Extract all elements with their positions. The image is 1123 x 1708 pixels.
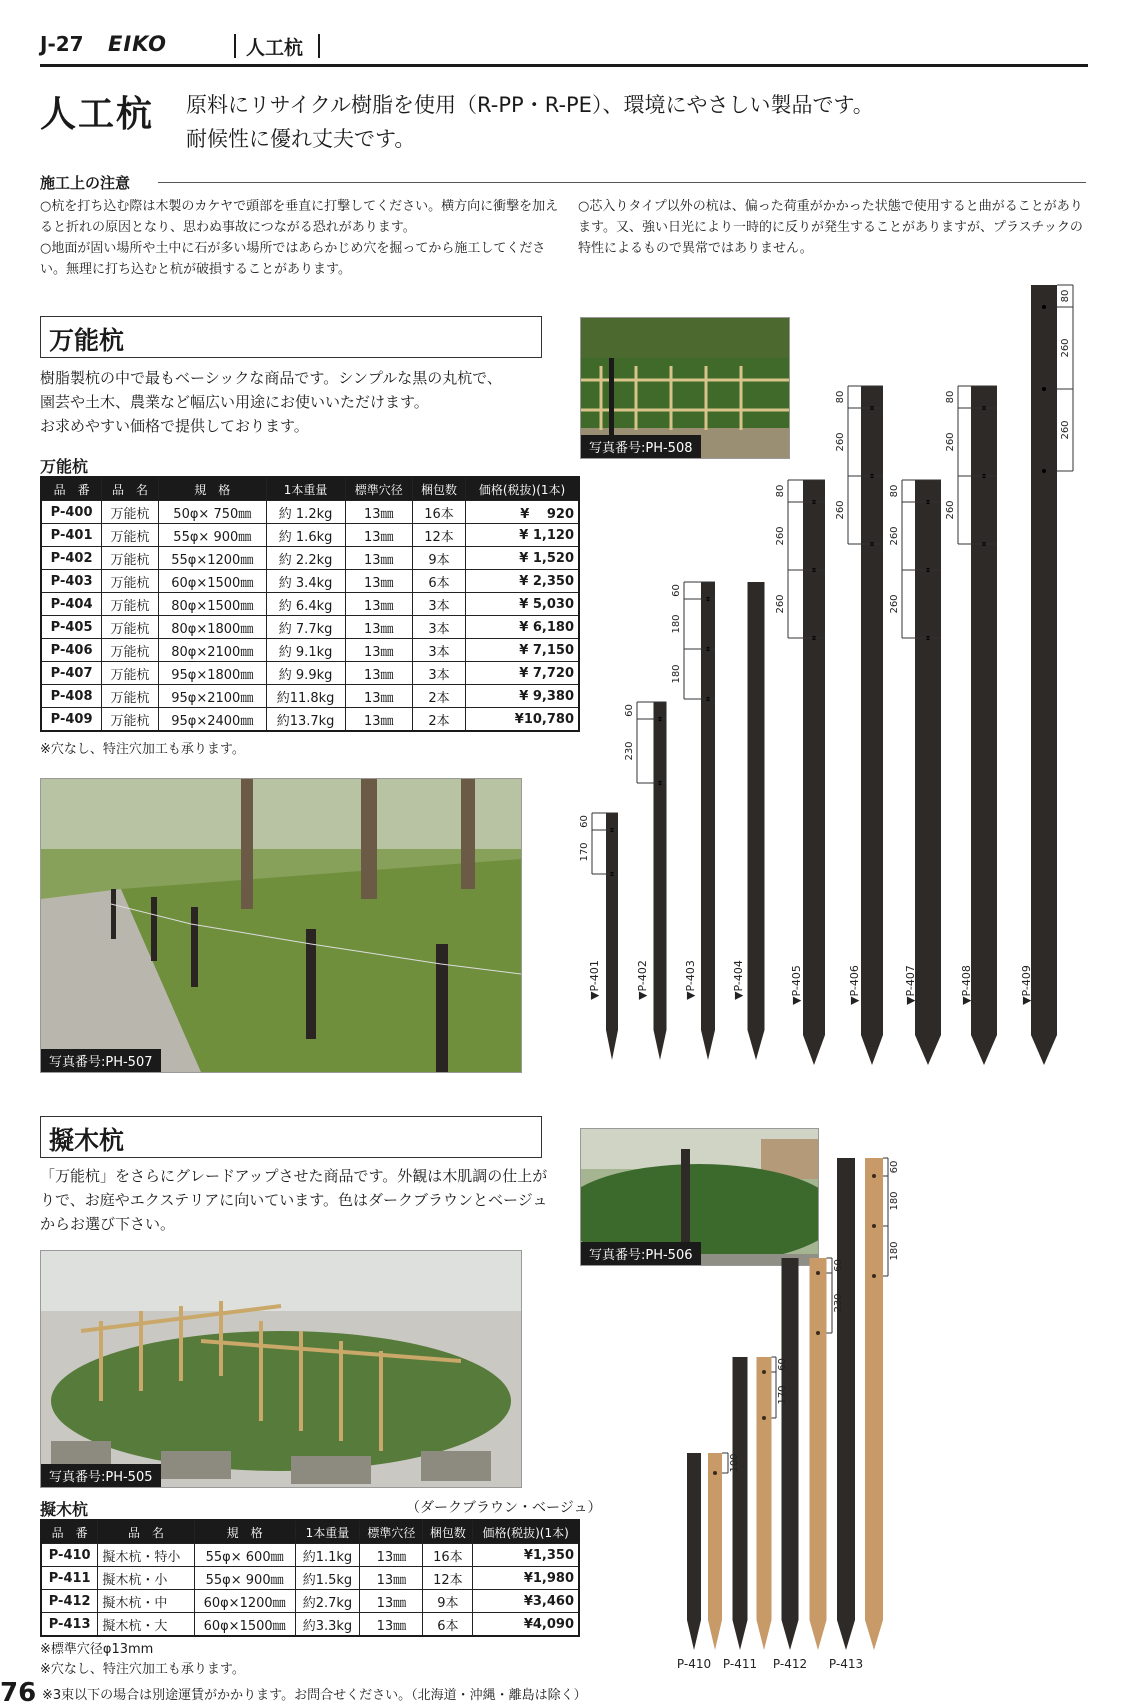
dimension-label: 260 xyxy=(889,526,900,546)
table-cell: 13㎜ xyxy=(360,1567,423,1590)
table-cell: P-406 xyxy=(41,639,102,662)
giboku-spec-table xyxy=(40,1519,580,1637)
stake-hole xyxy=(762,1416,766,1420)
table-cell: 60φ×1500㎜ xyxy=(194,1613,295,1637)
stake-body xyxy=(687,1453,701,1650)
table-cell: 55φ× 900㎜ xyxy=(194,1567,295,1590)
dimension-label: 80 xyxy=(775,484,786,498)
stake-label: P-411 xyxy=(722,1657,758,1670)
photo-caption: 写真番号:PH-507 xyxy=(41,1049,161,1072)
table-cell: 万能杭 xyxy=(102,708,159,732)
table-cell: 万能杭 xyxy=(102,685,159,708)
section-title-giboku xyxy=(40,1116,542,1158)
column-header: 1本重量 xyxy=(266,477,345,501)
giboku-table-caption: 擬木杭 xyxy=(40,1500,89,1519)
table-cell: 16本 xyxy=(412,501,465,524)
stake-p-412 xyxy=(773,1258,807,1670)
stake-body xyxy=(810,1258,827,1650)
dimension-label: 60 xyxy=(777,1358,788,1371)
table-cell: ¥3,460 xyxy=(473,1590,579,1613)
column-header: 標準穴径 xyxy=(345,477,412,501)
table-cell: 約13.7kg xyxy=(266,708,345,732)
table-cell: 擬木杭・小 xyxy=(98,1567,194,1590)
footnote-line: ※穴なし、特注穴加工も承ります。 xyxy=(40,1662,245,1677)
table-row xyxy=(41,524,579,547)
desc-line: お求めやすい価格で提供しております。 xyxy=(40,417,309,435)
table-cell: 13㎜ xyxy=(345,570,412,593)
dimension-label: 60 xyxy=(579,815,590,828)
notes-left xyxy=(40,196,560,280)
table-cell: 万能杭 xyxy=(102,547,159,570)
note-item: ○芯入りタイプ以外の杭は、偏った荷重がかかった状態で使用すると曲がることがあります。又、強い日光により一時的に反りが発生することがありますが、プラスチックの特性によるもので異常ではありません。 xyxy=(578,199,1083,256)
table-row xyxy=(41,685,579,708)
dimension-label: 260 xyxy=(889,594,900,614)
desc-line: 樹脂製杭の中で最もベーシックな商品です。シンプルな黒の丸杭で、 xyxy=(40,369,502,387)
stake-hole xyxy=(762,1370,766,1374)
table-cell: 約 2.2kg xyxy=(266,547,345,570)
table-cell: 80φ×1800㎜ xyxy=(158,616,266,639)
table-cell: 約 9.1kg xyxy=(266,639,345,662)
table-cell: 13㎜ xyxy=(345,524,412,547)
table-cell: 9本 xyxy=(412,547,465,570)
stake-p-402 xyxy=(624,702,667,1060)
dimension-label: 230 xyxy=(624,741,635,761)
stake-p-408 xyxy=(945,386,997,1065)
table-cell: 13㎜ xyxy=(345,501,412,524)
giboku-description xyxy=(40,1164,565,1236)
stake-hole xyxy=(713,1471,717,1475)
table-cell: 13㎜ xyxy=(345,662,412,685)
notes-right xyxy=(578,196,1090,259)
stake-body xyxy=(915,480,941,1065)
stake-hole xyxy=(872,1224,876,1228)
column-header: 標準穴径 xyxy=(360,1520,423,1544)
table-cell: 50φ× 750㎜ xyxy=(158,501,266,524)
table-cell: 55φ× 600㎜ xyxy=(194,1544,295,1567)
stake-body xyxy=(1031,285,1057,1065)
stake-beige-p-413 xyxy=(865,1158,900,1650)
stake-p-406 xyxy=(835,386,883,1065)
table-cell: 95φ×2100㎜ xyxy=(158,685,266,708)
table-cell: 12本 xyxy=(423,1567,473,1590)
table-cell: 13㎜ xyxy=(345,547,412,570)
dimension-label: 260 xyxy=(835,500,846,520)
column-header: 梱包数 xyxy=(412,477,465,501)
table-cell: 55φ× 900㎜ xyxy=(158,524,266,547)
stake-body xyxy=(757,1357,772,1650)
dimension-label: 60 xyxy=(833,1259,844,1272)
table-cell: 60φ×1500㎜ xyxy=(158,570,266,593)
table-cell: 約 1.2kg xyxy=(266,501,345,524)
table-cell: 約1.5kg xyxy=(295,1567,360,1590)
stake-label: ▼P-406 xyxy=(848,965,861,1005)
table-cell: P-412 xyxy=(41,1590,98,1613)
stake-label: P-412 xyxy=(772,1657,808,1670)
note-item: ○杭を打ち込む際は木製のカケヤで頭部を垂直に打撃してください。横方向に衝撃を加えると折れの原因となり、思わぬ事故につながる恐れがあります。 xyxy=(40,199,559,235)
header-divider xyxy=(234,34,236,58)
table-cell: 万能杭 xyxy=(102,570,159,593)
header-category: 人工杭 xyxy=(246,37,304,59)
table-cell: ¥ 5,030 xyxy=(466,593,579,616)
dimension-label: 60 xyxy=(671,584,682,597)
page-header xyxy=(40,30,1088,67)
note-item: ○地面が固い場所や土中に石が多い場所ではあらかじめ穴を掘ってから施工してください。無理に打ち込むと杭が破損することがあります。 xyxy=(40,241,546,277)
table-cell: 3本 xyxy=(412,593,465,616)
banno-table-caption: 万能杭 xyxy=(40,457,89,476)
dimension-label: 260 xyxy=(945,500,956,520)
intro-text xyxy=(186,88,1066,156)
stake-hole xyxy=(1042,305,1046,309)
table-cell: 万能杭 xyxy=(102,662,159,685)
section-title-banno xyxy=(40,316,542,358)
stake-body xyxy=(803,480,825,1065)
table-cell: 60φ×1200㎜ xyxy=(194,1590,295,1613)
table-row xyxy=(41,547,579,570)
table-cell: P-413 xyxy=(41,1613,98,1637)
stake-body xyxy=(971,386,997,1065)
table-cell: 擬木杭・大 xyxy=(98,1613,194,1637)
table-cell: ¥ 1,120 xyxy=(466,524,579,547)
table-row xyxy=(41,616,579,639)
table-cell: ¥ 9,380 xyxy=(466,685,579,708)
stake-body xyxy=(837,1158,855,1650)
column-header: 梱包数 xyxy=(423,1520,473,1544)
section-title-text: 万能杭 xyxy=(49,326,125,355)
giboku-color-note: （ダークブラウン・ベージュ） xyxy=(406,1500,602,1516)
table-cell: P-408 xyxy=(41,685,102,708)
dimension-label: 180 xyxy=(889,1191,900,1211)
table-cell: 3本 xyxy=(412,616,465,639)
stake-body xyxy=(782,1258,799,1650)
giboku-footnotes xyxy=(40,1640,245,1680)
table-cell: 13㎜ xyxy=(345,708,412,732)
dimension-label: 100 xyxy=(729,1453,740,1473)
table-cell: 6本 xyxy=(412,570,465,593)
dimension-label: 230 xyxy=(833,1293,844,1313)
table-cell: ¥ 7,150 xyxy=(466,639,579,662)
table-cell: ¥10,780 xyxy=(466,708,579,732)
catalog-code: J-27 xyxy=(40,32,84,56)
stake-p-411 xyxy=(723,1357,757,1670)
stake-p-410 xyxy=(677,1453,711,1670)
desc-line: からお選び下さい。 xyxy=(40,1215,176,1233)
notes-heading: 施工上の注意 xyxy=(40,174,131,192)
dimension-label: 260 xyxy=(1060,420,1071,440)
stake-body xyxy=(748,582,765,1060)
stake-body xyxy=(865,1158,883,1650)
table-cell: 12本 xyxy=(412,524,465,547)
stake-hole xyxy=(816,1331,820,1335)
column-header: 価格(税抜)(1本) xyxy=(473,1520,579,1544)
table-cell: ¥1,350 xyxy=(473,1544,579,1567)
table-cell: ¥4,090 xyxy=(473,1613,579,1637)
stake-p-413 xyxy=(829,1158,863,1670)
stake-label: P-413 xyxy=(828,1657,864,1670)
table-cell: 約2.7kg xyxy=(295,1590,360,1613)
table-cell: 13㎜ xyxy=(345,593,412,616)
desc-line: 「万能杭」をさらにグレードアップさせた商品です。外観は木肌調の仕上が xyxy=(40,1167,548,1185)
giboku-stake-diagram xyxy=(670,1150,1050,1670)
stake-p-407 xyxy=(889,480,941,1065)
dimension-label: 180 xyxy=(671,664,682,684)
stake-hole xyxy=(872,1274,876,1278)
banno-stake-diagram xyxy=(570,270,1090,1070)
table-row xyxy=(41,501,579,524)
header-divider xyxy=(318,34,320,58)
stake-label: ▼P-403 xyxy=(684,960,697,1000)
dimension-label: 80 xyxy=(835,390,846,404)
column-header: 価格(税抜)(1本) xyxy=(466,477,579,501)
photo-ph507-image xyxy=(41,779,521,1072)
stake-label: P-410 xyxy=(676,1657,712,1670)
table-cell: 万能杭 xyxy=(102,593,159,616)
photo-ph505-image xyxy=(41,1251,521,1487)
stake-p-409 xyxy=(1020,285,1073,1065)
table-cell: 約3.3kg xyxy=(295,1613,360,1637)
dimension-label: 80 xyxy=(889,484,900,498)
table-cell: 約 6.4kg xyxy=(266,593,345,616)
stake-label: ▼P-404 xyxy=(732,960,745,1000)
notes-rule xyxy=(158,182,1086,183)
dimension-label: 80 xyxy=(945,390,956,404)
stake-p-403 xyxy=(671,582,715,1060)
stake-body xyxy=(708,1453,722,1650)
stake-body xyxy=(701,582,715,1060)
dimension-label: 180 xyxy=(889,1241,900,1261)
photo-caption: 写真番号:PH-506 xyxy=(581,1242,701,1265)
intro-line: 原料にリサイクル樹脂を使用（R-PP・R-PE）、環境にやさしい製品です。 xyxy=(186,93,874,117)
table-cell: P-402 xyxy=(41,547,102,570)
table-cell: 擬木杭・中 xyxy=(98,1590,194,1613)
table-cell: 13㎜ xyxy=(360,1590,423,1613)
page-number: 76 xyxy=(0,1678,37,1708)
stake-body xyxy=(606,813,618,1060)
table-cell: 6本 xyxy=(423,1613,473,1637)
dimension-label: 60 xyxy=(889,1160,900,1174)
dimension-label: 180 xyxy=(671,614,682,634)
stake-body xyxy=(733,1357,748,1650)
dimension-label: 80 xyxy=(1060,289,1071,303)
table-cell: 約 1.6kg xyxy=(266,524,345,547)
table-cell: 万能杭 xyxy=(102,524,159,547)
table-cell: P-407 xyxy=(41,662,102,685)
table-row xyxy=(41,1613,579,1637)
dimension-label: 170 xyxy=(579,842,590,862)
photo-caption: 写真番号:PH-508 xyxy=(581,435,701,458)
table-cell: 13㎜ xyxy=(345,639,412,662)
dimension-label: 260 xyxy=(835,432,846,452)
table-cell: 55φ×1200㎜ xyxy=(158,547,266,570)
column-header: 品 番 xyxy=(41,1520,98,1544)
table-cell: 9本 xyxy=(423,1590,473,1613)
table-cell: 13㎜ xyxy=(360,1613,423,1637)
table-cell: P-410 xyxy=(41,1544,98,1567)
table-cell: 万能杭 xyxy=(102,501,159,524)
table-cell: 2本 xyxy=(412,685,465,708)
table-cell: P-409 xyxy=(41,708,102,732)
table-header-row xyxy=(41,477,579,501)
table-row xyxy=(41,593,579,616)
stake-p-404 xyxy=(732,582,765,1060)
banno-spec-table xyxy=(40,476,580,732)
desc-line: りで、お庭やエクステリアに向いています。色はダークブラウンとベージュ xyxy=(40,1191,548,1209)
shipping-note: ※3束以下の場合は別途運賃がかかります。お問合せください。（北海道・沖縄・離島は除く） xyxy=(42,1688,587,1703)
stake-hole xyxy=(1042,469,1046,473)
desc-line: 園芸や土木、農業など幅広い用途にお使いいただけます。 xyxy=(40,393,429,411)
table-cell: 80φ×2100㎜ xyxy=(158,639,266,662)
table-cell: P-403 xyxy=(41,570,102,593)
table-cell: P-401 xyxy=(41,524,102,547)
table-cell: 約1.1kg xyxy=(295,1544,360,1567)
stake-body xyxy=(654,702,667,1060)
table-cell: 約 3.4kg xyxy=(266,570,345,593)
table-cell: 3本 xyxy=(412,639,465,662)
table-cell: 2本 xyxy=(412,708,465,732)
dimension-label: 260 xyxy=(775,526,786,546)
dimension-label: 260 xyxy=(945,432,956,452)
table-cell: ¥ 6,180 xyxy=(466,616,579,639)
banno-description xyxy=(40,366,560,438)
brand-logo: EIKO xyxy=(108,32,167,56)
stake-p-401 xyxy=(579,813,618,1060)
stake-label: ▼P-409 xyxy=(1020,965,1033,1005)
table-row xyxy=(41,708,579,732)
table-cell: 13㎜ xyxy=(360,1544,423,1567)
stake-label: ▼P-408 xyxy=(960,965,973,1005)
table-cell: ¥1,980 xyxy=(473,1567,579,1590)
stake-label: ▼P-405 xyxy=(790,965,803,1005)
photo-ph505 xyxy=(40,1250,522,1488)
table-cell: 3本 xyxy=(412,662,465,685)
dimension-label: 260 xyxy=(1060,338,1071,358)
stake-label: ▼P-402 xyxy=(636,960,649,1000)
table-cell: 約 9.9kg xyxy=(266,662,345,685)
table-cell: ¥ 7,720 xyxy=(466,662,579,685)
table-cell: 95φ×2400㎜ xyxy=(158,708,266,732)
photo-caption: 写真番号:PH-505 xyxy=(41,1464,161,1487)
stake-label: ▼P-407 xyxy=(904,965,917,1005)
dimension-label: 170 xyxy=(777,1385,788,1405)
column-header: 品 番 xyxy=(41,477,102,501)
table-row xyxy=(41,1590,579,1613)
page-title: 人工杭 xyxy=(40,94,155,135)
table-cell: P-404 xyxy=(41,593,102,616)
column-header: 規 格 xyxy=(194,1520,295,1544)
table-cell: 16本 xyxy=(423,1544,473,1567)
photo-ph507 xyxy=(40,778,522,1073)
footnote-line: ※標準穴径φ13mm xyxy=(40,1642,154,1657)
stake-hole xyxy=(816,1271,820,1275)
column-header: 品 名 xyxy=(102,477,159,501)
table-cell: P-400 xyxy=(41,501,102,524)
column-header: 品 名 xyxy=(98,1520,194,1544)
stake-p-405 xyxy=(775,480,825,1065)
intro-line: 耐候性に優れ丈夫です。 xyxy=(186,127,416,151)
table-cell: 約11.8kg xyxy=(266,685,345,708)
column-header: 1本重量 xyxy=(295,1520,360,1544)
table-cell: 80φ×1500㎜ xyxy=(158,593,266,616)
table-row xyxy=(41,1544,579,1567)
table-cell: ¥ 2,350 xyxy=(466,570,579,593)
table-cell: 13㎜ xyxy=(345,685,412,708)
section-title-text: 擬木杭 xyxy=(49,1126,125,1155)
table-cell: 万能杭 xyxy=(102,639,159,662)
stake-hole xyxy=(1042,387,1046,391)
dimension-label: 60 xyxy=(624,704,635,717)
table-cell: 擬木杭・特小 xyxy=(98,1544,194,1567)
table-row xyxy=(41,639,579,662)
table-row xyxy=(41,662,579,685)
dimension-label: 260 xyxy=(775,594,786,614)
table-cell: 万能杭 xyxy=(102,616,159,639)
table-cell: P-411 xyxy=(41,1567,98,1590)
table-cell: P-405 xyxy=(41,616,102,639)
table-cell: ¥ 920 xyxy=(466,501,579,524)
column-header: 規 格 xyxy=(158,477,266,501)
banno-footnote: ※穴なし、特注穴加工も承ります。 xyxy=(40,742,245,757)
stake-body xyxy=(861,386,883,1065)
table-cell: 約 7.7kg xyxy=(266,616,345,639)
table-header-row xyxy=(41,1520,579,1544)
stake-label: ▼P-401 xyxy=(588,960,601,1000)
table-cell: ¥ 1,520 xyxy=(466,547,579,570)
table-cell: 13㎜ xyxy=(345,616,412,639)
table-cell: 95φ×1800㎜ xyxy=(158,662,266,685)
table-row xyxy=(41,570,579,593)
stake-hole xyxy=(872,1174,876,1178)
table-row xyxy=(41,1567,579,1590)
